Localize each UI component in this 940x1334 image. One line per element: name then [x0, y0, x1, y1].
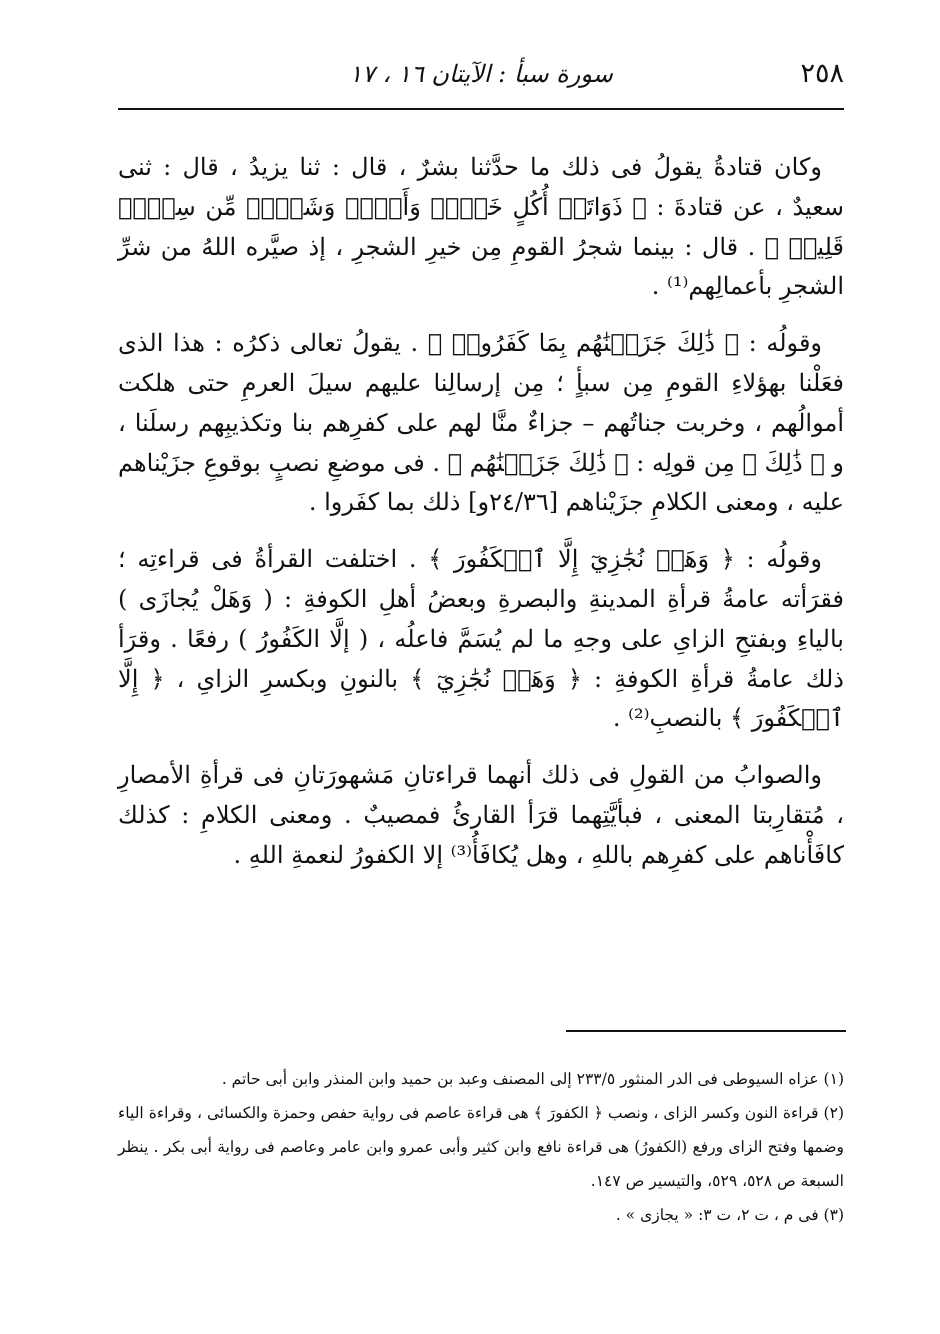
footnote-rule — [566, 1030, 846, 1032]
running-title: سورة سبأ : الآيتان ١٦ ، ١٧ — [349, 60, 613, 88]
paragraph-3: وقولُه : ﴿ وَهَلۡ نُجَٰزِيٓ إِلَّا ٱلۡكَفُورَ ﴾ . اختلفت القرأةُ فى قراءتِه ؛ فقرَأته عامةُ قرأةِ المدينةِ والبصرةِ وبعضُ أهلِ الكوفةِ : ( وَهَلْ يُجازَى ) بالياءِ وبفتحِ الزاىِ على وجهِ ما لم يُسَمَّ فاعلُه ، ( إلَّا الكَفُورُ ) رفعًا . وقرَأ ذلك عامةُ قرأةِ الكوفةِ : ﴿ وَهَلۡ نُجَٰزِيٓ ﴾ بالنونِ وبكسرِ الزاىِ ، ﴿ إِلَّا ٱلۡكَفُورَ ﴾ بالنصبِ⁽²⁾ . — [118, 545, 844, 733]
page-header — [118, 58, 844, 102]
footnote-3: (٣) فى م ، ت ٢، ت ٣: « يجازى » . — [615, 1206, 844, 1224]
footnote-1: (١) عزاه السيوطى فى الدر المنثور ٢٣٣/٥ إلى المصنف وعبد بن حميد وابن المنذر وابن أبى حاتم . — [221, 1070, 844, 1088]
paragraph-2: وقولُه : ﴿ ذَٰلِكَ جَزَيۡنَٰهُم بِمَا كَفَرُواۖ ﴾ . يقولُ تعالى ذكرُه : هذا الذى فعَلْنا بهؤلاءِ القومِ مِن سبأٍ ؛ مِن إرسالِنا عليهم سيلَ العرمِ حتى هلكت أموالُهم ، وخربت جناتُهم – جزاءٌ منَّا لهم على كفرِهم بنا وتكذيبِهم رسلَنا ، و ﴿ ذَٰلِكَ ﴾ مِن قولِه : ﴿ ذَٰلِكَ جَزَيۡنَٰهُم ﴾ . فى موضعِ نصبٍ بوقوعِ جزَيْناهم عليه ، ومعنى الكلامِ جزَيْناهم [٢٤/٣٦و] ذلك بما كفَروا . — [118, 329, 844, 517]
footnote-2: (٢) قراءة النون وكسر الزاى ، ونصب ﴿ الكفورَ ﴾ هى قراءة عاصم فى رواية حفص وحمزة والكسائى ، وقراءة الياء وضمها وفتح الزاى ورفع (الكفورُ) هى قراءة نافع وابن كثير وأبى عمرو وابن عامر وعاصم فى رواية أبى بكر . ينظر السبعة ص ٥٢٨، ٥٢٩، والتيسير ص ١٤٧. — [118, 1104, 844, 1190]
footnotes — [118, 1062, 844, 1232]
paragraph-1: وكان قتادةُ يقولُ فى ذلك ما حدَّثنا بشرٌ ، قال : ثنا يزيدُ ، قال : ثنى سعيدٌ ، عن قتادةَ : ﴿ ذَوَاتَىۡ أُكُلٍ خَمۡطٖ وَأَثۡلٖ وَشَىۡءٖ مِّن سِدۡرٖ قَلِيلٖ ﴾ . قال : بينما شجرُ القومِ مِن خيرِ الشجرِ ، إذ صيَّره اللهُ من شرِّ الشجرِ بأعمالِهم⁽¹⁾ . — [118, 153, 844, 301]
header-rule — [118, 108, 844, 110]
page-number: ٢٥٨ — [800, 58, 844, 89]
main-text — [118, 148, 844, 893]
paragraph-4: والصوابُ من القولِ فى ذلك أنهما قراءتانِ مَشهورَتانِ فى قرأةِ الأمصارِ ، مُتقارِبتا المعنى ، فبأيَّتِهما قرَأ القارئُ فمصيبٌ . ومعنى الكلامِ : كذلك كافَأْناهم على كفرِهم باللهِ ، وهل يُكافَأُ⁽³⁾ إلا الكفورُ لنعمةِ اللهِ . — [118, 761, 844, 869]
